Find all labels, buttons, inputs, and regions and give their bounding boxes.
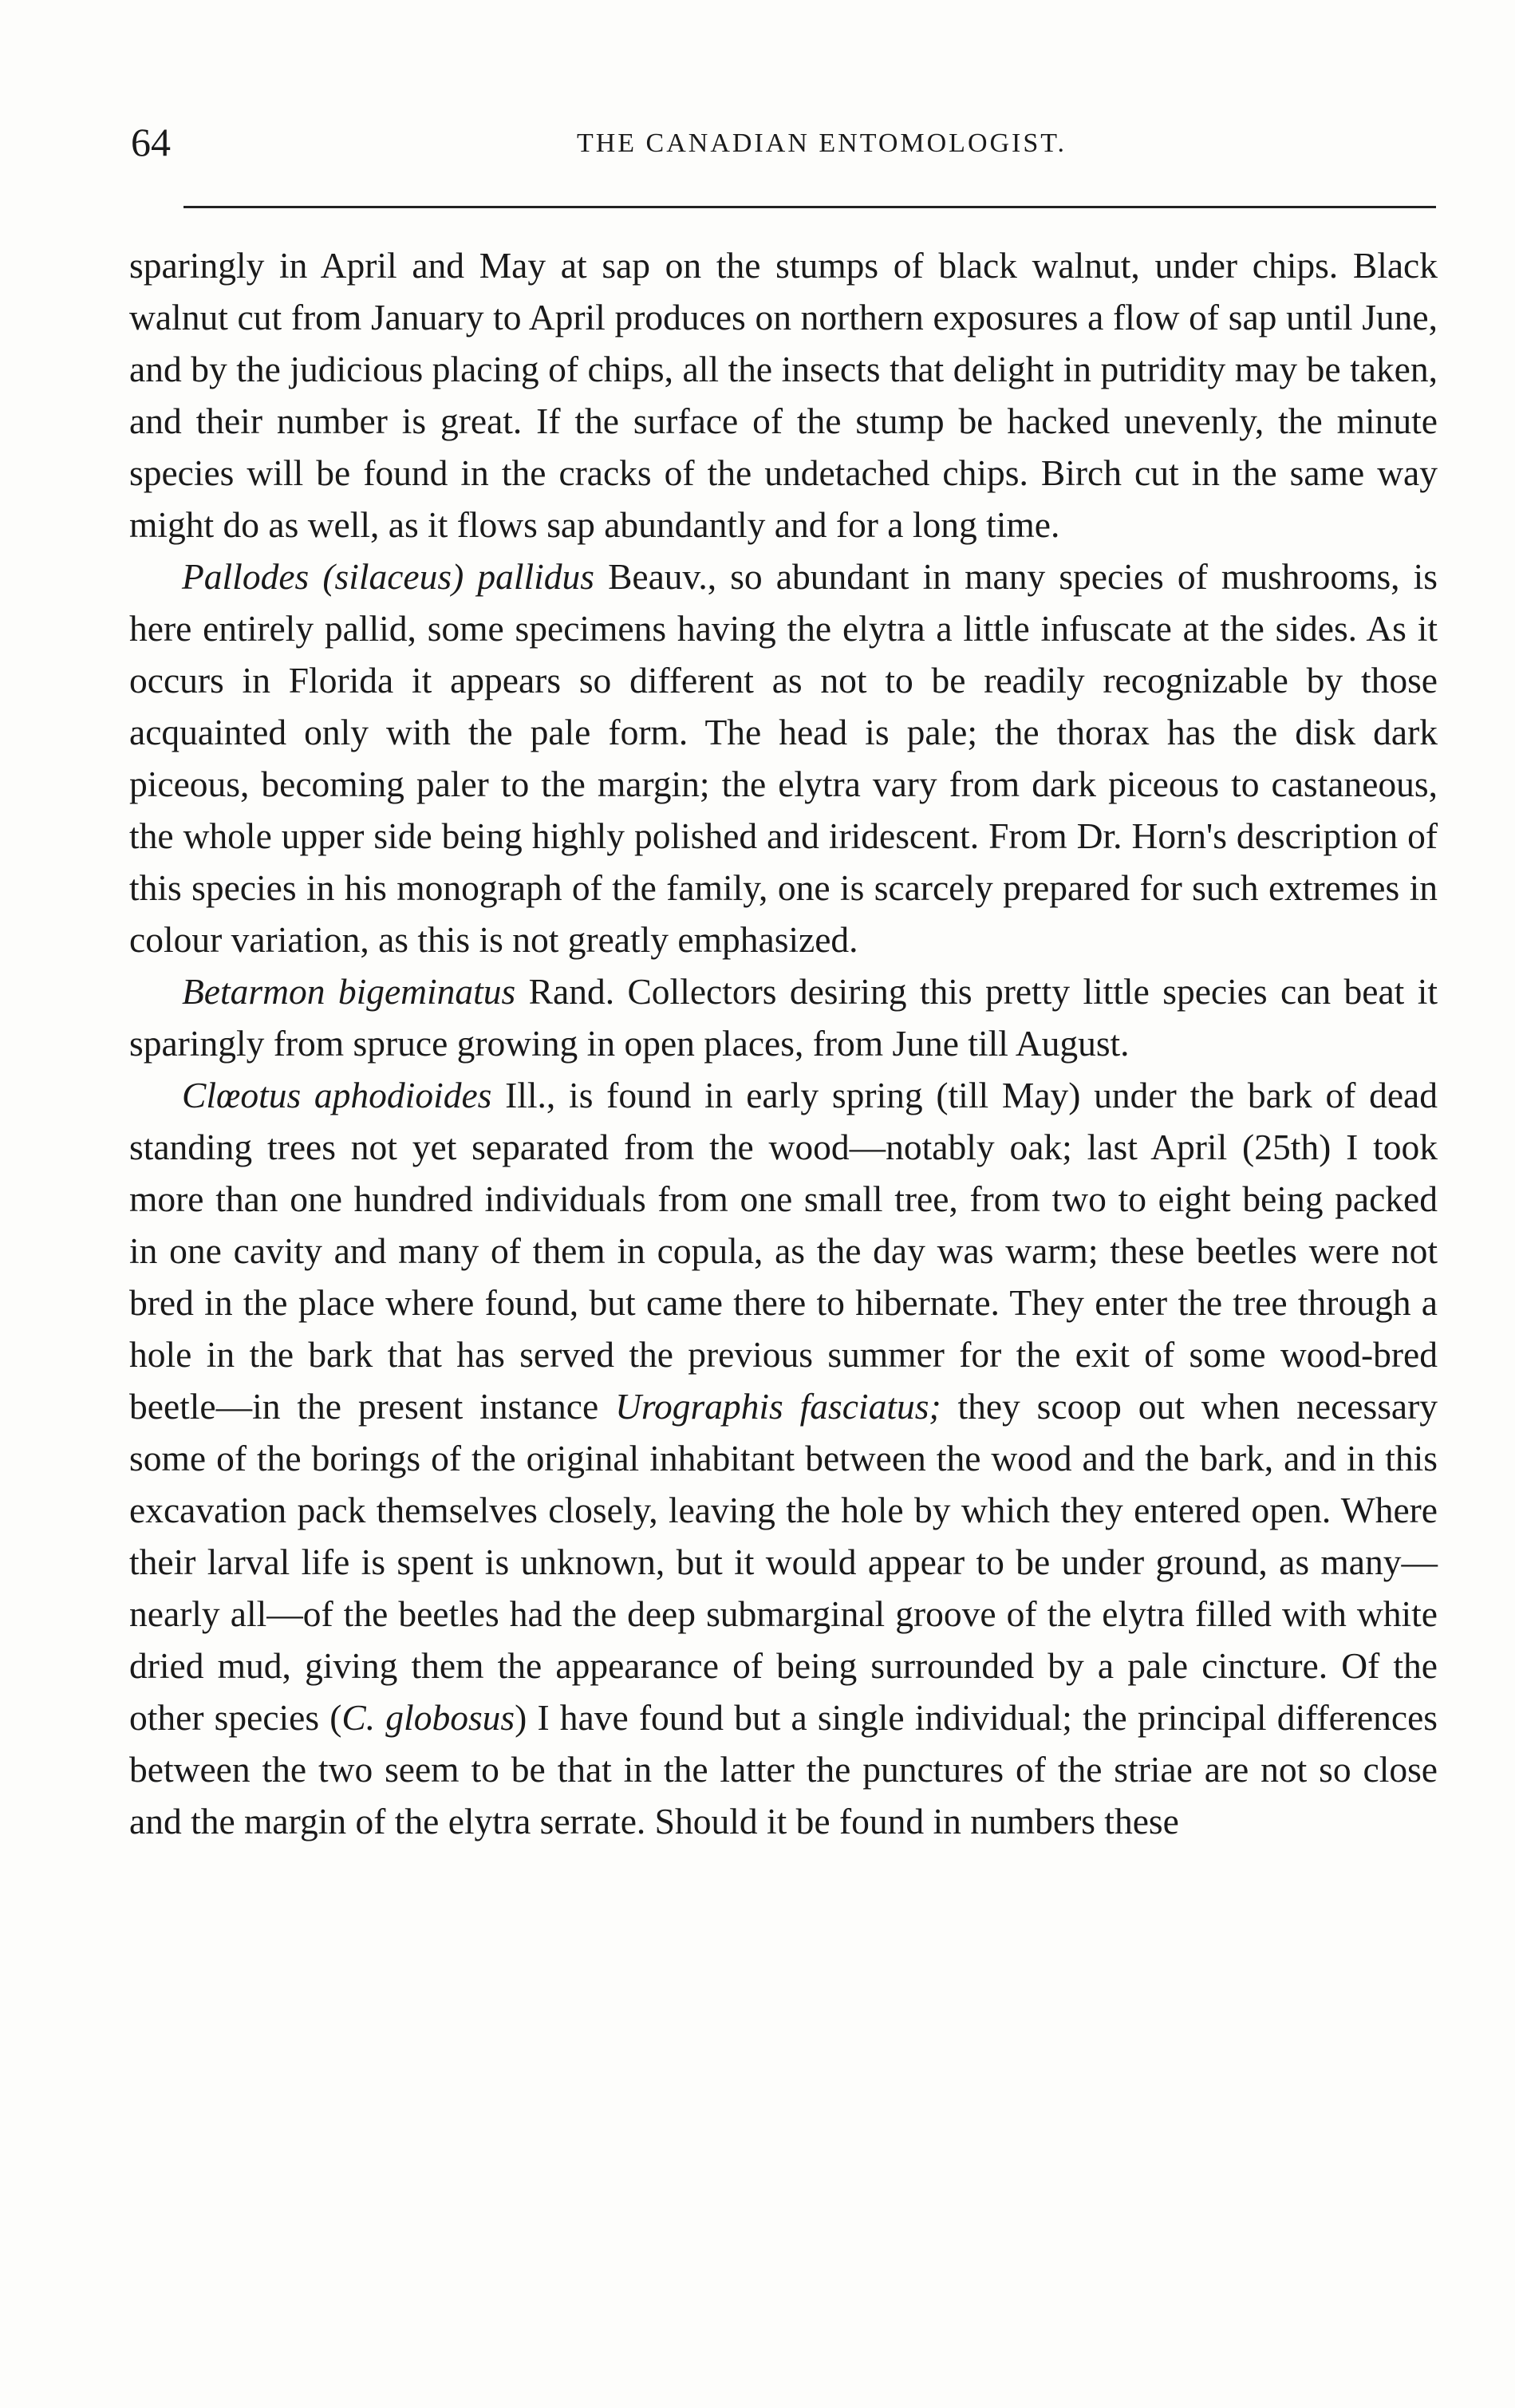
paragraph-text: Ill., is found in early spring (till May) under the bark of dead standing trees not yet separated from the wood—notably oak; last April (25th) I took more than one hundred individuals from one small tree, from two to eight being packed in one cavity and many of them in copula, as the day was warm; these beetles were not bred in the place where found, but came there to hibernate. They enter the tree through a hole in the bark that has served the previous summer for the exit of some wood-bred beetle—in the present instance [129,1075,1438,1427]
running-title: THE CANADIAN ENTOMOLOGIST. [576,128,1067,158]
species-name: Pallodes (silaceus) pallidus [182,556,594,597]
species-name: Urographis fasciatus; [615,1386,941,1427]
paragraph-text: Beauv., so abundant in many species of mushrooms, is here entirely pallid, some specimens having the elytra a little infuscate at the sides. As it occurs in Florida it appears so different as not to be readily recognizable by those acquainted only with the pale form. The head is pale; the thorax has the disk dark piceous, becoming paler to the margin; the elytra vary from dark piceous to castaneous, the whole upper side being highly polished and iridescent. From Dr. Horn's description of this species in his monograph of the family, one is scarcely prepared for such extremes in colour variation, as this is not greatly emphasized. [129,556,1438,960]
paragraph-text: they scoop out when necessary some of the borings of the original inhabitant between the wood and the bark, and in this excavation pack themselves closely, leaving the hole by which they entered open. Where their larval life is spent is unknown, but it would appear to be under ground, as many—nearly all—of the beetles had the deep submarginal groove of the elytra filled with white dried mud, giving them the appearance of being surrounded by a pale cincture. Of the other species ( [129,1386,1438,1738]
body-text [129,239,1438,1847]
page-number: 64 [131,120,171,164]
header-rule [183,206,1436,208]
species-name: Clœotus aphodioides [182,1075,492,1115]
paragraph-text: ) I have found but a single individual; the principal differences between the two seem to be that in the latter the punctures of the striae are not so close and the margin of the elytra serrate. Should it be found in numbers these [129,1697,1438,1842]
species-name: Betarmon bigeminatus [182,971,516,1012]
paragraph-betarmon [129,965,1438,1069]
paragraph-text: sparingly in April and May at sap on the stumps of black walnut, under chips. Black walnut cut from January to April produces on northern exposures a flow of sap until June, and by the judicious placing of chips, all the insects that delight in putridity may be taken, and their number is great. If the surface of the stump be hacked unevenly, the minute species will be found in the cracks of the undetached chips. Birch cut in the same way might do as well, as it flows sap abundantly and for a long time. [129,245,1438,545]
paragraph-cloeotus [129,1069,1438,1847]
species-name: C. globosus [341,1697,515,1738]
paragraph-pallodes [129,551,1438,965]
paragraph-continuation [129,239,1438,551]
page-header [128,118,1436,174]
paragraph-text: Rand. Collectors desiring this pretty little species can beat it sparingly from spruce growing in open places, from June till August. [129,971,1438,1064]
